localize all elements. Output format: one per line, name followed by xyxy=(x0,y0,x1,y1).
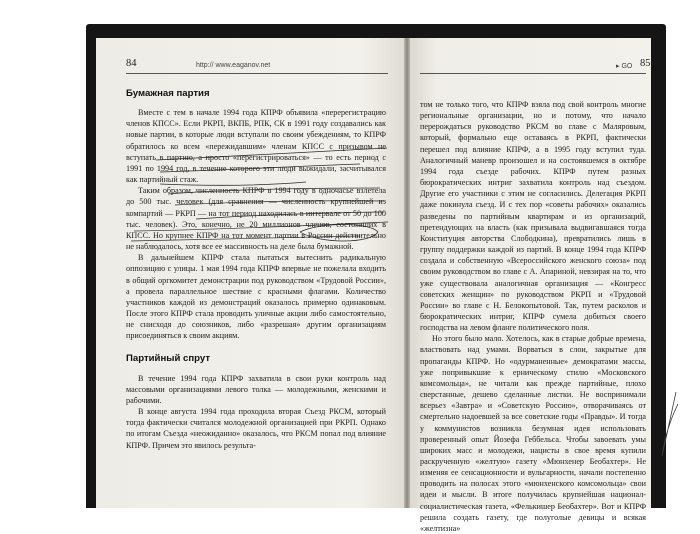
paragraph: В конце августа 1994 года проходила вторая Съезд РКСМ, который тогда фактически считался молодежной организацией при РКРП. Однако по итогам Съезда «неожиданно» оказалось, что РКСМ попал под влияние КПРФ. Причем это явилось результа- xyxy=(126,407,386,450)
paragraph: В дальнейшем КПРФ стала пытаться вытеснить радикальную оппозицию с улицы. 1 мая 1994 года КПРФ впервые не пожелала входить в общий оргкомитет демонстрации под руководством «Трудовой России», а провела параллельное шествие с красными флагами. Количество участников каждой из демонстраций оказалось примерно одинаковым. После этого КПРФ стала проводить уличные акции либо самостоятельно, не снисходя до союзников, либо «разрешая» другим организациям присоединяться к своим акциям. xyxy=(126,253,386,341)
paragraph: том не только того, что КПРФ взяла под свой контроль многие региональные организации, но и потому, что начало перерождаться руководство РКСМ во главе с Маляровым, который, формально еще оставаясь в РКРП, фактически перешел под влияние КПРФ, а в 1995 году вступил туда. Аналогичный маневр произошел и на состоявшемся в октябре 1994 года съезде рабочих. КПРФ путем разных бюрократических интриг захватила контроль над съездом. Другие его участники с этим не согласились. Делегация РКРП даже покинула съезд. И с тех пор «советы рабочих» оказались разведены по партийным квартирам и из организаций, претендующих на власть (как призывала выдвигавшаяся тогда Конституция авторства Слободкина), превратились лишь в группу поддержки каждой из партий. В конце 1994 года КПРФ создала и собственную «Всероссийского женского союза» под своим руководством во главе с А. Апариной, невзирая на то, что уже существовала аналогичная организация — «Конгресс советских женщин» по руководством РКРП и «Трудовой России» во главе с Н. Белокопытовой. Так, путем расколов и бюрократических интриг, КПРФ сумела добиться своего господства на левом фланге политического поля. xyxy=(420,100,646,333)
paragraph: Вместе с тем в начале 1994 года КПРФ объявила «перерегистрацию членов КПСС». Если РКРП, ВКПБ, РПК, СК в 1991 году создавались как новые партии, в которые люди вступали по своим убеждениям, то КПРФ обратилось ко всем «пережидавшим» членам КПСС с призывом не вступать в партию, а просто «перегистрироваться» — то есть период с 1991 по 1994 год, в течение которого эти люди выжидали, засчитывался как партийный стаж. xyxy=(126,108,386,185)
paragraph: В течение 1994 года КПРФ захватила в свои руки контроль над массовыми организациями левого толка — молодежными, женскими и рабочими. xyxy=(126,373,386,405)
right-page-number: 85 xyxy=(640,58,651,69)
left-running-head: http:// www.eaganov.net xyxy=(196,62,271,69)
right-running-head: ▸ GO xyxy=(616,63,633,70)
paragraph: Таким образом, численность КПРФ в 1994 году в одночасье взлетела до 500 тыс. человек (для сравнения — численность крупнейшей из компартий — РКРП — на тот период находилась в интервале от 50 до 100 тыс. человек). Это, конечно, не 20 миллионов членов, состоявших в КПСС. Но крупнее КПРФ на тот момент партии в России действительно не наблюдалось, хотя все ее массивность на деле была бумажной. xyxy=(126,186,386,252)
right-header-rule xyxy=(420,73,646,74)
section-title-paper-party: Бумажная партия xyxy=(126,88,210,99)
right-text-column xyxy=(420,99,646,534)
left-page-number: 84 xyxy=(126,58,137,69)
book-spine xyxy=(404,38,410,508)
paragraph: Но этого было мало. Хотелось, как в старые добрые времена, властвовать над умами. Ворваться в слои, закрытые для пропаганды КПРФ. Но «одурманенные» демократами массы, уже попривыкшие к ерническому стилю «Московского комсомольца», не читали как прежде партийные, плохо сверстанные, дешево сделанные листки. Не воспринимали всерьез «Завтра» и «Советскую Россию», отворачиваясь от смертельно надоевшей за все советские годы «Правды». И тогда у коммунистов возникла безумная идея использовать проверенный опыт Йозефа Геббельса. Чтобы завоевать умы широких масс и молодежи, нацисты в свое время купили раскрученную «желтую» газету «Мюнхенер Беобахтер». Не изменяя ее сенсационности и вульгарности, начали постепенно проводить на полосах этого «мюнхенского комсомольца» свои идеи и мысли. В итоге получилась крупнейшая национал-социалистическая газета, «Фелькишер Беобахтер». Вот и КПРФ решила создать газету, где полуголые девицы и всякая «желтизна» xyxy=(420,334,646,533)
left-text-column xyxy=(126,88,386,451)
section-title-party-octopus: Партийный спрут xyxy=(126,353,211,365)
left-header-rule xyxy=(126,73,388,74)
